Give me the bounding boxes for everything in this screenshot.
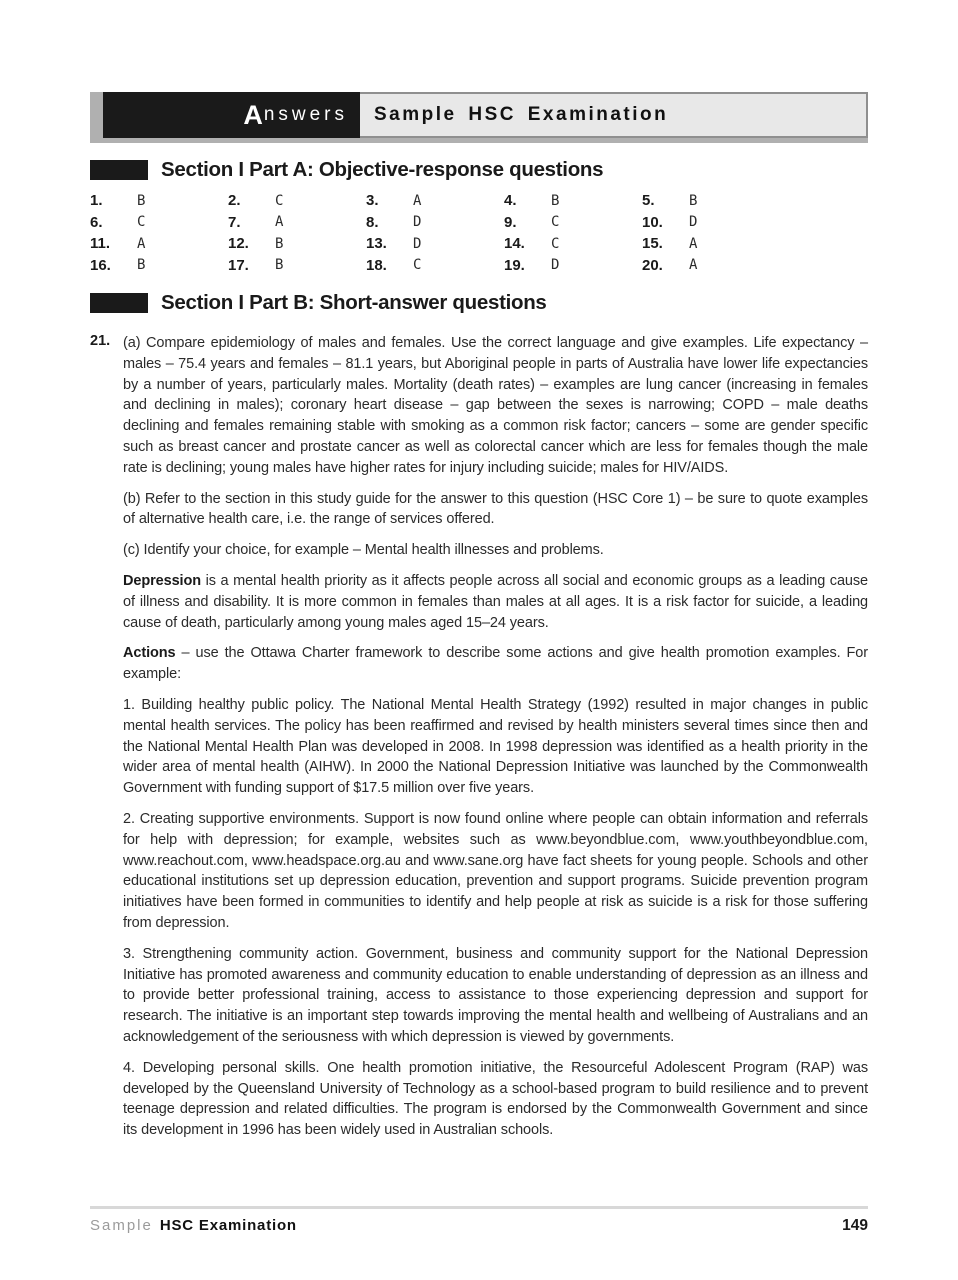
footer-row xyxy=(90,1217,868,1235)
answer-cell: 9. C xyxy=(504,213,560,231)
answer-cell: 10. D xyxy=(642,213,698,231)
answer-cell: 5. B xyxy=(642,192,698,210)
objective-answer-grid xyxy=(90,190,868,276)
answer-cell: 6. C xyxy=(90,213,146,231)
answer-cell: 14. C xyxy=(504,235,560,253)
answers-initial: A xyxy=(243,99,264,130)
header-banner xyxy=(103,92,868,138)
answer-cell: 4. B xyxy=(504,192,560,210)
answer-cell: 12. B xyxy=(228,235,284,253)
answer-cell: 18. C xyxy=(366,256,422,274)
footer-book-title: HSC Examination xyxy=(159,1217,297,1234)
answer-cell: 13. D xyxy=(366,235,422,253)
page-footer xyxy=(90,1206,868,1235)
paragraph-c: (c) Identify your choice, for example – Mental health illnesses and problems. xyxy=(123,542,604,559)
answer-cell: 19. D xyxy=(504,256,560,274)
footer-divider xyxy=(90,1206,868,1209)
paragraph-depression: Depression is a mental health priority as it affects people across all social and economic groups as a leading cause of illness and disability. It is more common in females than males at all ages. It is a risk factor for suicide, a leading cause of death, particularly among young males aged 15–24 years. xyxy=(123,572,868,631)
answer-cell: 1. B xyxy=(90,192,146,210)
answer-cell: 3. A xyxy=(366,192,422,210)
paragraph-b: (b) Refer to the section in this study guide for the answer to this question (HSC Core 1) – be sure to quote examples of alternative health care, i.e. the range of services offered. xyxy=(123,490,868,528)
footer-series-label: Sample xyxy=(90,1217,153,1234)
answers-rest: nswers xyxy=(263,104,348,125)
question-number: 21. xyxy=(90,333,111,349)
paragraph-ottawa-4: 4. Developing personal skills. One health promotion initiative, the Resourceful Adolescent Program (RAP) was developed by the Queensland University of Technology as a school-based program to build resilience and to prevent teenage depression and related difficulties. The program is endorsed by the Commonwealth Government and since its development in 1996 has been widely used in Australian schools. xyxy=(123,1059,868,1139)
answer-cell: 8. D xyxy=(366,213,422,231)
exam-title: Sample HSC Examination xyxy=(360,92,868,138)
paragraph-ottawa-2: 2. Creating supportive environments. Support is now found online where people can obtain information and referrals for help with depression; for example, websites such as www.beyondblue.com, www.youthbeyondblue.com, www.reachout.com, www.headspace.org.au and www.sane.org have fact sheets for young people. Schools and other educational institutions set up depression education, prevention and support programs. Suicide prevention program initiatives have been formed in communities to identify and help people at risk as suicide is a risk for those suffering from depression. xyxy=(123,810,868,931)
page-header xyxy=(90,92,868,143)
answer-cell: 16. B xyxy=(90,256,146,274)
page-number: 149 xyxy=(842,1217,868,1234)
answer-cell: 15. A xyxy=(642,235,698,253)
answer-cell: 11. A xyxy=(90,235,146,253)
answer-cell: 7. A xyxy=(228,213,284,231)
paragraph-actions: Actions – use the Ottawa Charter framework to describe some actions and give health promotion examples. For example: xyxy=(123,645,868,683)
answer-cell: 17. B xyxy=(228,256,284,274)
page-content xyxy=(90,92,868,1151)
answers-banner xyxy=(103,92,360,138)
section-heading-part-a xyxy=(90,158,868,182)
section-heading-text: Section I Part A: Objective-response questions xyxy=(161,158,604,181)
section-heading-text: Section I Part B: Short-answer questions xyxy=(161,291,547,314)
paragraph-ottawa-1: 1. Building healthy public policy. The National Mental Health Strategy (1992) resulted in major changes in public mental health services. The policy has been reaffirmed and revised by health ministers several times since then and the National Mental Health Plan was developed in 2008. In 1998 depression was identified as a health priority in the wider area of mental health (AIHW). In 2000 the National Depression Initiative was launched by the Commonwealth Government with funding support of $17.5 million over five years. xyxy=(123,696,868,797)
lead-word: Depression xyxy=(123,572,201,589)
section-heading-part-b xyxy=(90,291,868,315)
answer-cell: 2. C xyxy=(228,192,284,210)
question-21 xyxy=(90,333,868,1141)
answer-cell: 20. A xyxy=(642,256,698,274)
paragraph-ottawa-3: 3. Strengthening community action. Government, business and community support for the National Depression Initiative has promoted awareness and community education to enable understanding of depression as an illness and to provide better professional training, access to assistance to those experiencing depression and support for research. The initiative is an important step towards improving the mental health and wellbeing of Australians and an acknowledgement of the seriousness with which depression is viewed by governments. xyxy=(123,945,868,1045)
section-marker-rect xyxy=(90,293,148,313)
section-marker-rect xyxy=(90,160,148,180)
paragraph-a: (a) Compare epidemiology of males and females. Use the correct language and give examples. Life expectancy – males – 75.4 years and females – 81.1 years, but Aboriginal people in parts of Australia have lower life expectancies by a number of years, particularly males. Mortality (death rates) – examples are lung cancer (increasing in females and declining in males); coronary heart disease – gap between the sexes is narrowing; COPD – male deaths declining and females remaining stable with smoking as a common risk factor; cancers – some are gender specific such as breast cancer and prostate cancer as well as colorectal cancer which are less for females though the male rate is declining; young males have higher rates for injury including suicide; males for HIV/AIDS. xyxy=(123,335,868,476)
lead-word: Actions xyxy=(123,645,176,662)
